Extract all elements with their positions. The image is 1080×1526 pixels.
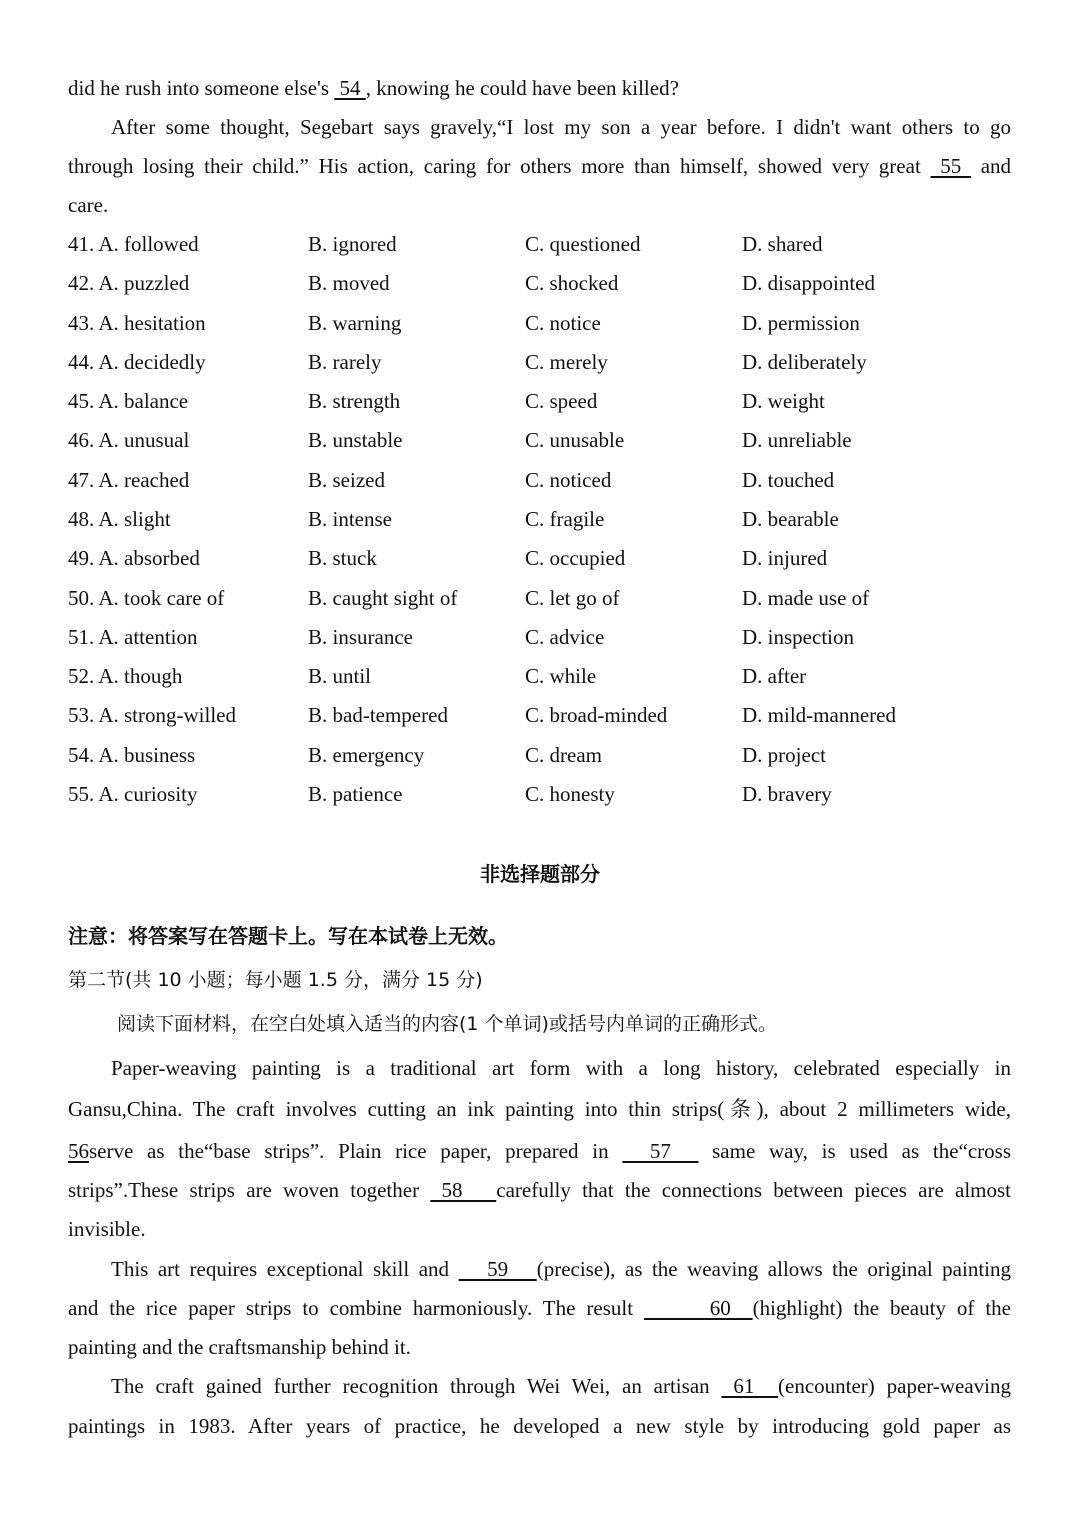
option-b: B. ignored — [308, 232, 397, 256]
option-c: C. occupied — [525, 546, 626, 570]
passage2-line-9 — [111, 1373, 1011, 1399]
text-segment: (encounter) paper-weaving — [778, 1374, 1011, 1398]
option-b: B. moved — [308, 271, 390, 295]
option-c: C. unusable — [525, 428, 625, 452]
option-d: D. mild-mannered — [742, 703, 896, 727]
blank-60: 60 — [644, 1296, 753, 1320]
option-a: 54. A. business — [68, 743, 196, 767]
passage-line-4: care. — [68, 193, 109, 217]
option-a: 43. A. hesitation — [68, 311, 206, 335]
option-row-43 — [0, 310, 1080, 336]
text-segment: carefully that the connections between pieces are almost — [496, 1178, 1011, 1202]
option-d: D. permission — [742, 311, 860, 335]
option-d: D. touched — [742, 468, 835, 492]
option-d: D. project — [742, 743, 826, 767]
option-b: B. stuck — [308, 546, 377, 570]
option-b: B. insurance — [308, 625, 413, 649]
option-row-54 — [0, 742, 1080, 768]
option-c: C. fragile — [525, 507, 605, 531]
option-c: C. honesty — [525, 782, 615, 806]
option-c: C. advice — [525, 625, 605, 649]
option-c: C. shocked — [525, 271, 619, 295]
notice-text: 注意：将答案写在答题卡上。写在本试卷上无效。 — [68, 924, 508, 948]
option-row-41 — [0, 231, 1080, 257]
option-a: 51. A. attention — [68, 625, 198, 649]
text-segment: and the rice paper strips to combine harmoniously. The result — [68, 1296, 645, 1320]
passage2-line-6 — [111, 1256, 1011, 1282]
text-segment: strips”.These strips are woven together — [68, 1178, 420, 1202]
blank-55: 55 — [930, 154, 971, 178]
option-b: B. patience — [308, 782, 403, 806]
option-row-48 — [0, 506, 1080, 532]
option-b: B. rarely — [308, 350, 382, 374]
option-a: 42. A. puzzled — [68, 271, 190, 295]
blank-56: 56 — [68, 1139, 89, 1163]
option-d: D. injured — [742, 546, 828, 570]
blank-59: 59 — [458, 1257, 537, 1281]
blank-57: 57 — [622, 1139, 699, 1163]
option-b: B. bad-tempered — [308, 703, 448, 727]
blank-61: 61 — [721, 1374, 779, 1398]
option-d: D. after — [742, 664, 807, 688]
passage2-line-1: Paper-weaving painting is a traditional art form with a long history, celebrated especially in — [111, 1056, 1011, 1080]
option-a: 50. A. took care of — [68, 586, 225, 610]
option-row-55 — [0, 781, 1080, 807]
option-c: C. questioned — [525, 232, 641, 256]
text-segment: The craft gained further recognition through Wei Wei, an artisan — [111, 1374, 722, 1398]
option-c: C. while — [525, 664, 597, 688]
option-d: D. bravery — [742, 782, 832, 806]
option-row-44 — [0, 349, 1080, 375]
option-a: 48. A. slight — [68, 507, 171, 531]
option-d: D. inspection — [742, 625, 854, 649]
option-b: B. intense — [308, 507, 392, 531]
passage2-line-10: paintings in 1983. After years of practice, he developed a new style by introducing gold paper as — [68, 1414, 1011, 1438]
option-b: B. emergency — [308, 743, 425, 767]
option-d: D. made use of — [742, 586, 870, 610]
option-row-52 — [0, 663, 1080, 689]
option-a: 45. A. balance — [68, 389, 189, 413]
option-b: B. caught sight of — [308, 586, 458, 610]
option-b: B. seized — [308, 468, 385, 492]
blank-58: 58 — [430, 1178, 497, 1202]
option-d: D. weight — [742, 389, 825, 413]
option-b: B. unstable — [308, 428, 403, 452]
option-row-46 — [0, 427, 1080, 453]
text-segment: , knowing he could have been killed? — [365, 76, 679, 100]
option-d: D. deliberately — [742, 350, 867, 374]
option-d: D. shared — [742, 232, 823, 256]
option-a: 47. A. reached — [68, 468, 190, 492]
option-d: D. disappointed — [742, 271, 875, 295]
option-c: C. noticed — [525, 468, 612, 492]
passage-line-3 — [68, 153, 1011, 179]
option-b: B. until — [308, 664, 372, 688]
text-segment: and — [970, 154, 1012, 178]
passage2-line-2: Gansu,China. The craft involves cutting an ink painting into thin strips(条), about 2 millimeters wide, — [68, 1097, 1011, 1121]
option-row-45 — [0, 388, 1080, 414]
passage2-line-8: painting and the craftsmanship behind it. — [68, 1335, 411, 1359]
passage-line-2: After some thought, Segebart says gravely,“I lost my son a year before. I didn't want others to go — [111, 115, 1011, 139]
option-row-51 — [0, 624, 1080, 650]
text-segment: (highlight) the beauty of the — [752, 1296, 1012, 1320]
passage-line-1 — [68, 75, 1011, 101]
passage2-line-5: invisible. — [68, 1217, 146, 1241]
option-a: 52. A. though — [68, 664, 183, 688]
option-row-53 — [0, 702, 1080, 728]
text-segment: (precise), as the weaving allows the original painting — [536, 1257, 1012, 1281]
option-c: C. broad-minded — [525, 703, 668, 727]
instruction-text: 阅读下面材料，在空白处填入适当的内容(1 个单词)或括号内单词的正确形式。 — [117, 1013, 777, 1035]
option-a: 49. A. absorbed — [68, 546, 200, 570]
option-a: 53. A. strong-willed — [68, 703, 236, 727]
option-a: 46. A. unusual — [68, 428, 190, 452]
blank-54: 54 — [334, 76, 366, 100]
option-c: C. notice — [525, 311, 601, 335]
text-segment: did he rush into someone else's — [68, 76, 329, 100]
option-a: 55. A. curiosity — [68, 782, 198, 806]
option-row-47 — [0, 467, 1080, 493]
text-segment: serve as the“base strips”. Plain rice paper, prepared in — [89, 1139, 623, 1163]
passage2-line-3 — [68, 1138, 1011, 1164]
option-row-49 — [0, 545, 1080, 571]
passage2-line-7 — [68, 1295, 1011, 1321]
passage2-line-4 — [68, 1177, 1011, 1203]
section-heading: 非选择题部分 — [480, 862, 600, 886]
text-segment: This art requires exceptional skill and — [111, 1257, 459, 1281]
option-row-50 — [0, 585, 1080, 611]
text-segment: through losing their child.” His action, caring for others more than himself, showed very great — [68, 154, 921, 178]
option-c: C. let go of — [525, 586, 620, 610]
option-c: C. merely — [525, 350, 608, 374]
option-c: C. dream — [525, 743, 602, 767]
option-b: B. strength — [308, 389, 401, 413]
option-d: D. bearable — [742, 507, 839, 531]
option-b: B. warning — [308, 311, 402, 335]
section-subheading: 第二节(共 10 小题；每小题 1.5 分，满分 15 分) — [68, 969, 483, 991]
option-c: C. speed — [525, 389, 598, 413]
option-d: D. unreliable — [742, 428, 852, 452]
option-a: 44. A. decidedly — [68, 350, 206, 374]
option-a: 41. A. followed — [68, 232, 199, 256]
text-segment: same way, is used as the“cross — [712, 1139, 1012, 1163]
option-row-42 — [0, 270, 1080, 296]
